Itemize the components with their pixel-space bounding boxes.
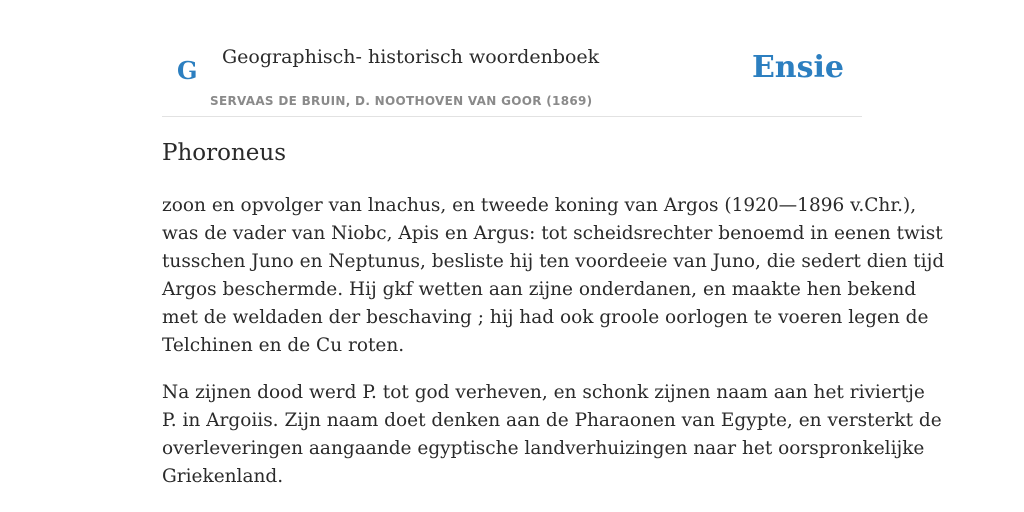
book-logo-icon[interactable]: G <box>177 56 198 85</box>
ensie-logo[interactable]: Ensie <box>751 50 844 85</box>
paragraph-line: overleveringen aangaande egyptische landverhuizingen naar het oorspronkelijke <box>162 438 925 459</box>
book-author: SERVAAS DE BRUIN, D. NOOTHOVEN VAN GOOR (1869) <box>210 94 593 108</box>
paragraph-line: Argos beschermde. Hij gkf wetten aan zijne onderdanen, en maakte hen bekend <box>162 279 917 300</box>
paragraph-line: Telchinen en de Cu roten. <box>162 335 405 356</box>
paragraph-line: was de vader van Niobc, Apis en Argus: tot scheidsrechter benoemd in eenen twist <box>162 223 943 244</box>
paragraph-line: Griekenland. <box>162 466 284 487</box>
entry-paragraph <box>162 379 942 491</box>
paragraph-line: met de weldaden der beschaving ; hij had ook groole oorlogen te voeren legen de <box>162 307 929 328</box>
paragraph-line: zoon en opvolger van lnachus, en tweede koning van Argos (1920—1896 v.Chr.), <box>162 195 917 216</box>
paragraph-line: P. in Argoiis. Zijn naam doet denken aan de Pharaonen van Egypte, en versterkt de <box>162 410 942 431</box>
paragraph-line: Na zijnen dood werd P. tot god verheven, en schonk zijnen naam aan het riviertje <box>162 382 925 403</box>
entry-title: Phoroneus <box>162 140 287 166</box>
entry-body <box>162 192 945 510</box>
paragraph-line: tusschen Juno en Neptunus, besliste hij ten voordeeie van Juno, die sedert dien tijd <box>162 251 945 272</box>
book-title[interactable]: Geographisch- historisch woordenboek <box>222 46 600 68</box>
entry-paragraph <box>162 192 945 360</box>
page-header <box>162 40 862 117</box>
